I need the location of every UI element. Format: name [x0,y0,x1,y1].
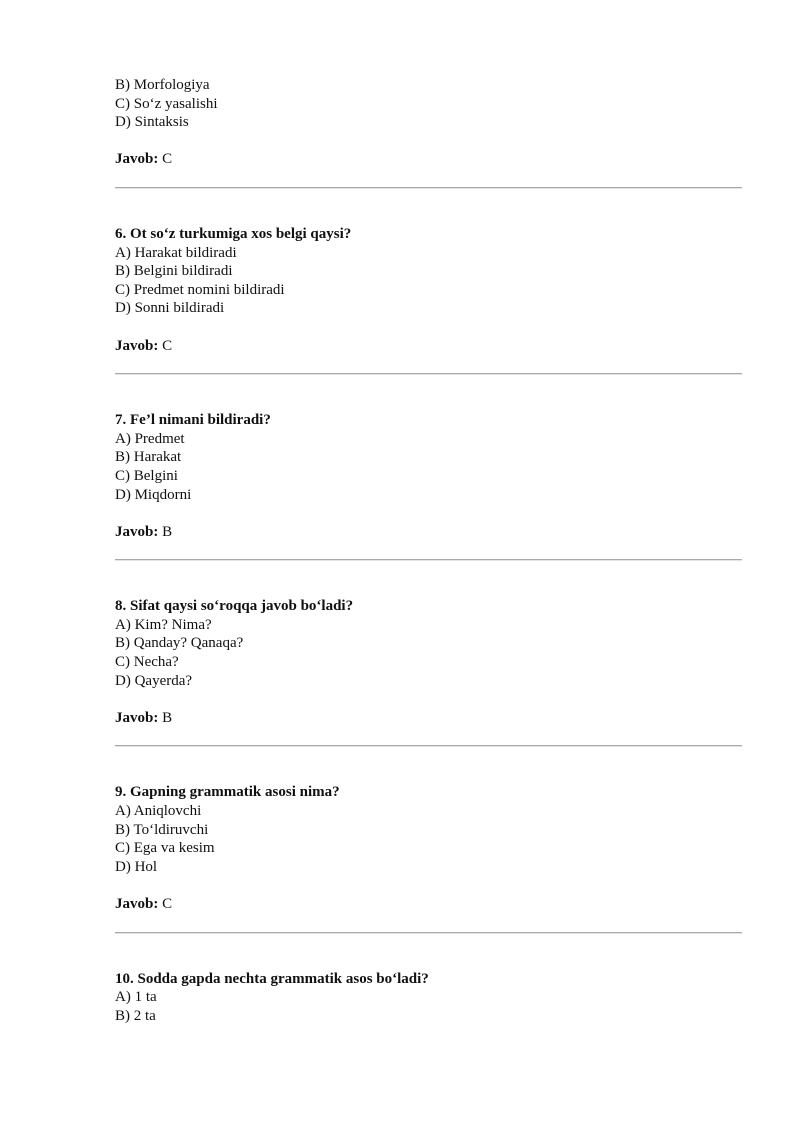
answer-value: C [162,337,173,354]
question-block [115,76,742,169]
question-title: 7. Fe’l nimani bildiradi? [115,412,271,429]
answer-value: C [162,896,173,912]
option: B) Belgini bildiradi [115,263,233,280]
answer-label: Javob: [115,709,159,726]
answer-line [115,709,742,728]
separator-line [115,187,742,189]
question-title: 10. Sodda gapda nechta grammatik asos bo‘ladi? [115,970,429,987]
answer-line [115,150,742,169]
question-block [115,783,742,913]
answer-line [115,337,742,356]
question-block [115,597,742,727]
option: D) Sonni bildiradi [115,300,225,317]
question-title: 8. Sifat qaysi so‘roqqa javob bo‘ladi? [115,598,354,615]
answer-label: Javob: [115,151,159,168]
option: A) Aniqlovchi [115,803,202,820]
answer-label: Javob: [115,337,159,354]
separator-line [115,373,742,375]
option: D) Hol [115,858,158,875]
question-title: 9. Gapning grammatik asosi nima? [115,784,340,801]
option: D) Qayerda? [115,672,193,689]
question-block [115,411,742,541]
answer-value: B [162,709,173,726]
answer-value: B [162,523,173,540]
option: C) Belgini [115,467,178,484]
option: C) So‘z yasalishi [115,95,218,112]
answer-label: Javob: [115,896,159,912]
option: D) Sintaksis [115,114,189,131]
separator-line [115,559,742,561]
option: D) Miqdorni [115,486,192,503]
option: C) Ega va kesim [115,840,215,857]
option: C) Predmet nomini bildiradi [115,281,285,298]
answer-value: C [162,151,173,168]
answer-line [115,523,742,542]
separator-line [115,932,742,934]
answer-label: Javob: [115,523,159,540]
question-block [115,970,742,1026]
option: B) Qanday? Qanaqa? [115,635,244,652]
document-content [115,76,742,1025]
option: C) Necha? [115,654,179,671]
option: B) To‘ldiruvchi [115,821,209,838]
option: B) Harakat [115,449,182,466]
separator-line [115,745,742,747]
option: A) 1 ta [115,989,157,1006]
option: A) Kim? Nima? [115,616,212,633]
question-block [115,225,742,355]
question-title: 6. Ot so‘z turkumiga xos belgi qaysi? [115,225,352,242]
option: B) Morfologiya [115,77,210,93]
answer-line [115,895,742,914]
option: A) Predmet [115,430,185,447]
option: B) 2 ta [115,1007,156,1024]
option: A) Harakat bildiradi [115,244,237,261]
